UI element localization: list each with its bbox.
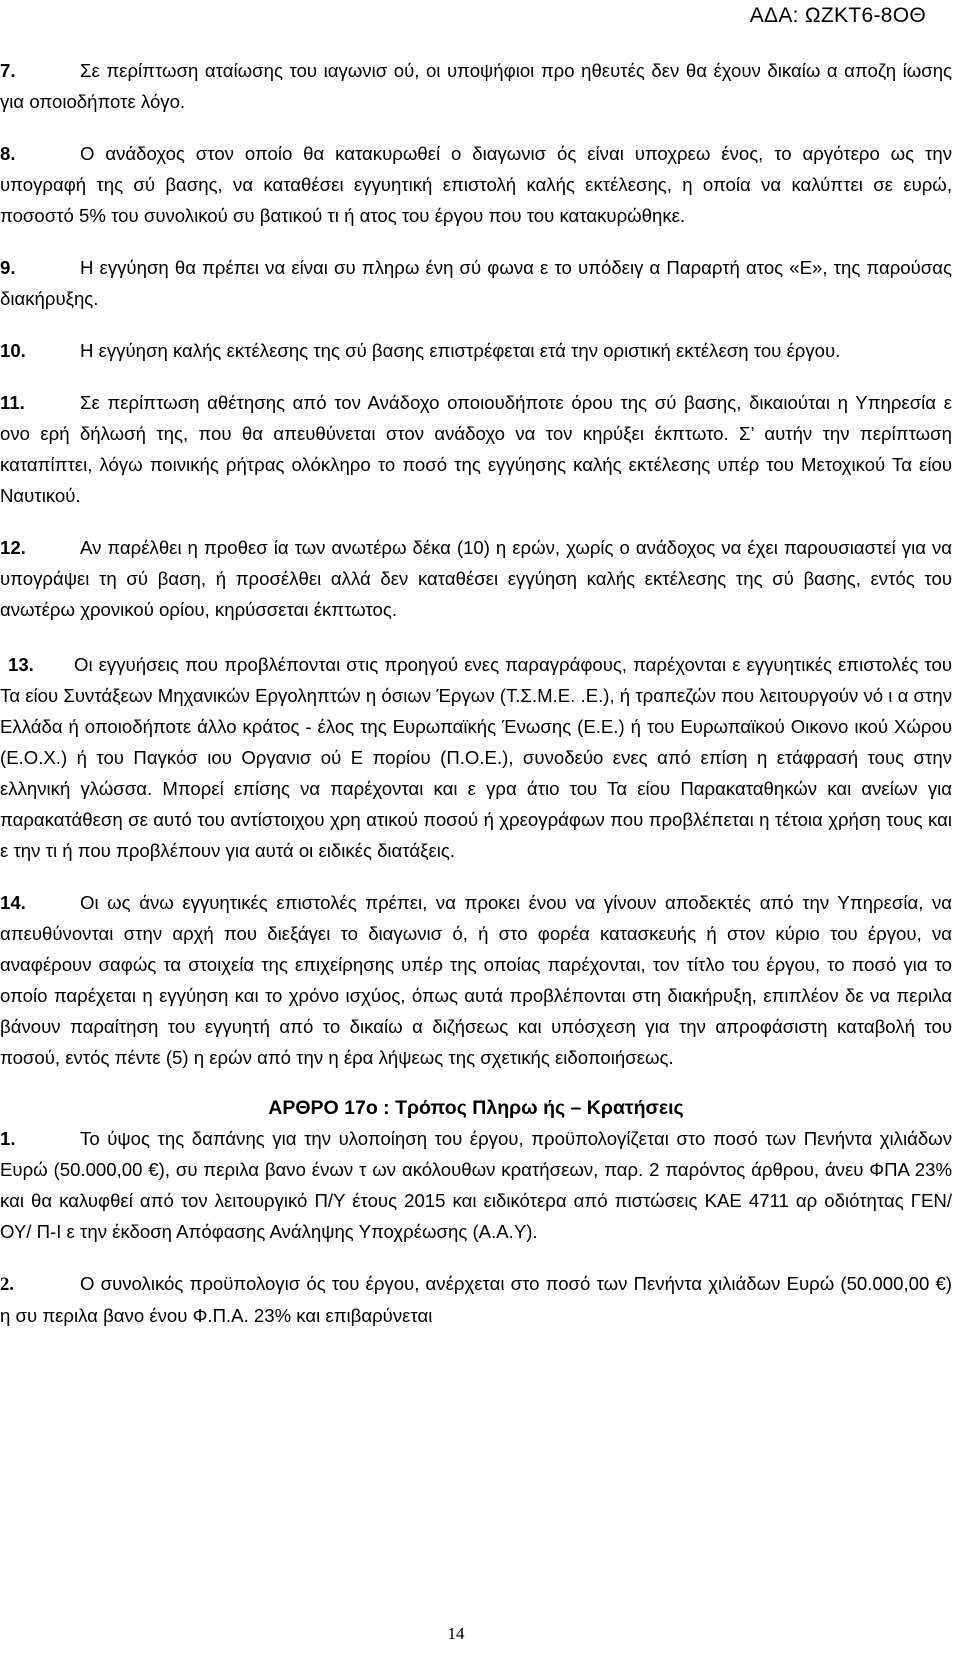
item-number: 2. (0, 1274, 14, 1295)
paragraph-number: 11. (0, 392, 25, 413)
paragraph-13 (0, 649, 952, 866)
paragraph-number: 10. (0, 340, 26, 361)
paragraph-text: Οι εγγυήσεις που προβλέπονται στις προηγού ενες παραγράφους, παρέχονται ε εγγυητικές επιστολές του Τα είου Συντάξεων Μηχανικών Εργοληπτών η όσιων Έργων (Τ.Σ.Μ.Ε. .Ε.), ή τραπεζών που λειτουργούν νό ι α στην Ελλάδα ή οποιοδήποτε άλλο κράτος - έλος της Ευρωπαϊκής Ένωσης (Ε.Ε.) ή του Ευρωπαϊκού Οικονο ικού Χώρου (Ε.Ο.Χ.) ή του Παγκόσ ιου Οργανισ ού Ε πορίου (Π.Ο.Ε.), συνοδεύο ενες από επίση η ετάφρασή τους στην ελληνική γλώσσα. Μπορεί επίσης να παρέχονται και ε γρα άτιο του Τα είου Παρακαταθηκών και ανείων για παρακατάθεση σε αυτό του αντίστοιχου χρη ατικού ποσού ή χρεογράφων που προβλέπεται η τέτοια χρήση τους και ε την τι ή που προβλέπουν για αυτά οι ειδικές διατάξεις. (0, 654, 952, 861)
paragraph-8 (0, 138, 952, 231)
article-item-1 (0, 1123, 952, 1247)
paragraph-text: Αν παρέλθει η προθεσ ία των ανωτέρω δέκα (10) η ερών, χωρίς ο ανάδοχος να έχει παρουσιαστεί για να υπογράψει τη σύ βαση, ή προσέλθει αλλά δεν καταθέσει εγγύηση καλής εκτέλεσης της σύ βασης, εντός του ανωτέρω χρονικού ορίου, κηρύσσεται έκπτωτος. (0, 537, 952, 620)
paragraph-text: Σε περίπτωση αταίωσης του ιαγωνισ ού, οι υποψήφιοι προ ηθευτές δεν θα έχουν δικαίω α αποζη ίωσης για οποιοδήποτε λόγο. (0, 60, 952, 112)
paragraph-11 (0, 387, 952, 511)
paragraph-number: 12. (0, 537, 26, 558)
article-heading: ΑΡΘΡΟ 17ο : Τρόπος Πληρω ής – Κρατήσεις (268, 1097, 684, 1119)
paragraph-12 (0, 532, 952, 625)
paragraph-number: 13. (8, 654, 34, 675)
paragraph-text: Σε περίπτωση αθέτησης από τον Ανάδοχο οποιουδήποτε όρου της σύ βασης, δικαιούται η Υπηρεσία ε ονο ερή δήλωσή της, που θα απευθύνεται στον ανάδοχο να τον κηρύξει έκπτωτο. Σ’ αυτήν την περίπτωση καταπίπτει, λόγω ποινικής ρήτρας ολόκληρο το ποσό της εγγύησης καλής εκτέλεσης υπέρ του Μετοχικού Τα είου Ναυτικού. (0, 392, 952, 506)
paragraph-number: 7. (0, 60, 16, 81)
document-body (0, 55, 952, 1352)
paragraph-10 (0, 335, 952, 366)
article-item-2 (0, 1268, 952, 1331)
paragraph-number: 9. (0, 257, 16, 278)
item-text: Ο συνολικός προϋπολογισ ός του έργου, ανέρχεται στο ποσό των Πενήντα χιλιάδων Ευρώ (50.000,00 €) η συ περιλα βανο ένου Φ.Π.Α. 23% και επιβαρύνεται (0, 1273, 952, 1326)
paragraph-text: Οι ως άνω εγγυητικές επιστολές πρέπει, να προκει ένου να γίνουν αποδεκτές από την Υπηρεσία, να απευθύνονται στην αρχή που διεξάγει το διαγωνισ ό, ή στο φορέα κατασκευής ή στον κύριο του έργου, να αναφέρουν σαφώς τα στοιχεία της επιχείρησης υπέρ της οποίας παρέχονται, τον τίτλο του έργου, το ποσό για το οποίο παρέχεται η εγγύηση και το χρόνο ισχύος, όπως αυτά προβλέπονται στη διακήρυξη, επιπλέον δε να περιλα βάνουν παραίτηση του εγγυητή από το δικαίω α διζήσεως και υπόσχεση για την απροφάσιστη καταβολή του ποσού, εντός πέντε (5) η ερών από την η έρα λήψεως της σχετικής ειδοποιήσεως. (0, 892, 952, 1068)
paragraph-text: Ο ανάδοχος στον οποίο θα κατακυρωθεί ο διαγωνισ ός είναι υποχρεω ένος, το αργότερο ως την υπογραφή της σύ βασης, να καταθέσει εγγυητική επιστολή καλής εκτέλεσης, η οποία να καλύπτει σε ευρώ, ποσοστό 5% του συνολικού συ βατικού τι ή ατος του έργου που του κατακυρώθηκε. (0, 143, 952, 226)
paragraph-number: 8. (0, 143, 16, 164)
item-number: 1. (0, 1128, 16, 1149)
paragraph-number: 14. (0, 892, 26, 913)
paragraph-7 (0, 55, 952, 117)
paragraph-text: Η εγγύηση θα πρέπει να είναι συ πληρω ένη σύ φωνα ε το υπόδειγ α Παραρτή ατος «Ε», της παρούσας διακήρυξης. (0, 257, 952, 309)
ada-code: ΑΔΑ: ΩΖΚΤ6-8ΟΘ (749, 4, 926, 27)
page-number: 14 (447, 1624, 465, 1643)
paragraph-9 (0, 252, 952, 314)
paragraph-14 (0, 887, 952, 1073)
item-text: Το ύψος της δαπάνης για την υλοποίηση του έργου, προϋπολογίζεται στο ποσό των Πενήντα χιλιάδων Ευρώ (50.000,00 €), συ περιλα βανο ένων τ ων ακόλουθων κρατήσεων, παρ. 2 παρόντος άρθρου, άνευ ΦΠΑ 23% και θα καλυφθεί από τον λειτουργικό Π/Υ έτους 2015 και ειδικότερα από πιστώσεις ΚΑΕ 4711 αρ οδιότητας ΓΕΝ/ ΟΥ/ Π-Ι ε την έκδοση Απόφασης Ανάληψης Υποχρέωσης (Α.Α.Υ). (0, 1128, 952, 1242)
paragraph-text: Η εγγύηση καλής εκτέλεσης της σύ βασης επιστρέφεται ετά την οριστική εκτέλεση του έργου. (80, 340, 841, 361)
